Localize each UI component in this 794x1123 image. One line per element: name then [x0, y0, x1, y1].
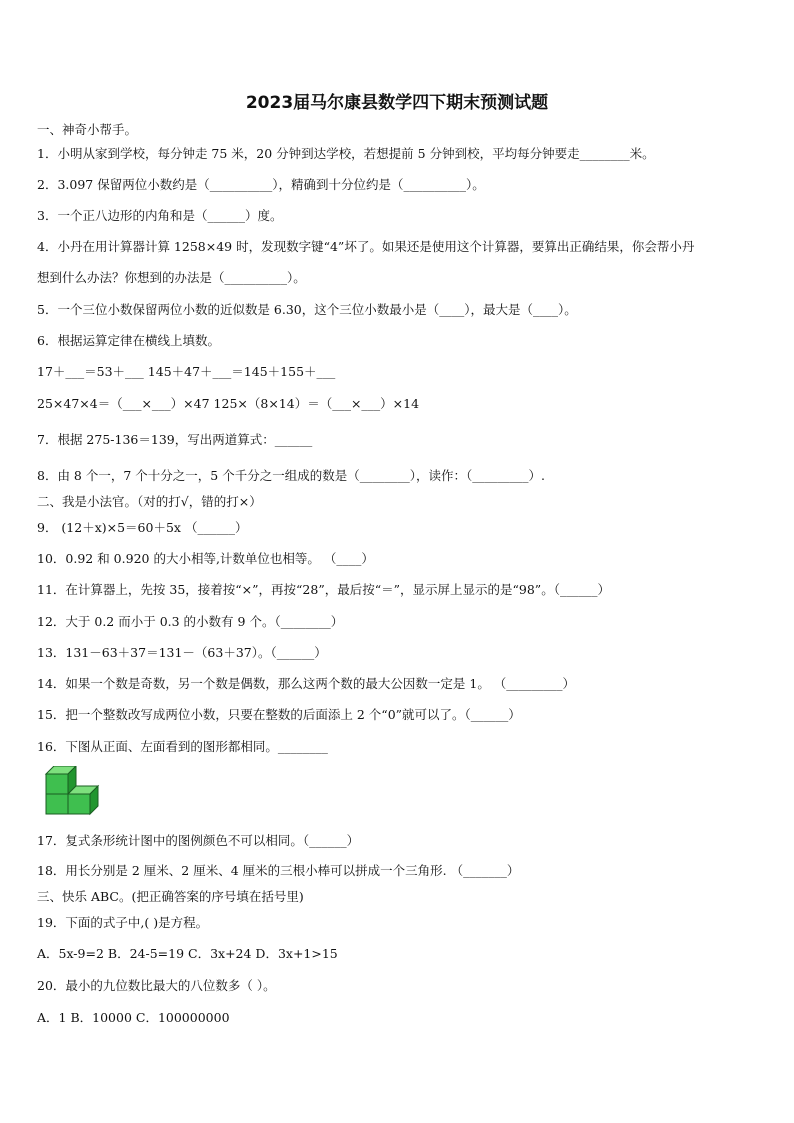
- cube-bottom-front: [40, 794, 68, 816]
- question-15: 15．把一个整数改写成两位小数，只要在整数的后面添上 2 个“0”就可以了。（______）: [37, 707, 521, 722]
- question-19-options: A．5x-9=2 B．24-5=19 C．3x+24 D．3x+1>15: [37, 946, 338, 961]
- question-4-line-2: 想到什么办法？你想到的办法是（__________）。: [37, 270, 306, 285]
- question-5: 5．一个三位小数保留两位小数的近似数是 6.30，这个三位小数最小是（____），最大是（____）。: [37, 302, 577, 317]
- question-19: 19．下面的式子中,( )是方程。: [37, 915, 209, 930]
- question-13: 13．131－63＋37＝131－（63＋37）。（______）: [37, 645, 327, 660]
- section-1-heading: 一、神奇小帮手。: [37, 122, 138, 137]
- question-16: 16．下图从正面、左面看到的图形都相同。________: [37, 739, 328, 754]
- question-18: 18．用长分别是 2 厘米、2 厘米、4 厘米的三根小棒可以拼成一个三角形. （_______）: [37, 863, 520, 878]
- question-1: 1．小明从家到学校，每分钟走 75 米，20 分钟到达学校，若想提前 5 分钟到校，平均每分钟要走________米。: [37, 146, 655, 161]
- question-6: 6．根据运算定律在横线上填数。: [37, 333, 220, 348]
- question-8: 8．由 8 个一，7 个十分之一，5 个千分之一组成的数是（________），读作：（_________）.: [37, 468, 545, 483]
- question-4-line-1: 4．小丹在用计算器计算 1258×49 时，发现数字键“4”坏了。如果还是使用这个计算器，要算出正确结果，你会帮小丹: [37, 239, 695, 254]
- cube-bottom-back: [68, 786, 98, 814]
- question-7: 7．根据 275-136＝139，写出两道算式：______: [37, 432, 313, 447]
- question-9: 9． (12＋x)×5＝60＋5x （______）: [37, 520, 248, 535]
- question-2: 2．3.097 保留两位小数约是（__________），精确到十分位约是（__________）。: [37, 177, 485, 192]
- question-3: 3．一个正八边形的内角和是（______）度。: [37, 208, 283, 223]
- question-6-row-1: 17＋___＝53＋___ 145＋47＋___＝145＋155＋___: [37, 364, 336, 379]
- question-10: 10．0.92 和 0.920 的大小相等,计数单位也相等。 （____）: [37, 551, 374, 566]
- question-14: 14．如果一个数是奇数，另一个数是偶数，那么这两个数的最大公因数一定是 1。 （_________）: [37, 676, 576, 691]
- section-2-heading: 二、我是小法官。（对的打√，错的打×）: [37, 494, 262, 509]
- question-20-options: A．1 B．10000 C．100000000: [37, 1010, 230, 1025]
- question-11: 11．在计算器上，先按 35，接着按“×”，再按“28”，最后按“＝”，显示屏上显示的是“98”。（______）: [37, 582, 610, 597]
- cube-stack-figure: [40, 766, 106, 818]
- question-6-row-2: 25×47×4＝（___×___）×47 125×（8×14）＝（___×___）×14: [37, 396, 420, 411]
- section-3-heading: 三、快乐 ABC。(把正确答案的序号填在括号里): [37, 889, 304, 904]
- page-title: 2023届马尔康县数学四下期末预测试题: [245, 93, 549, 113]
- question-20: 20．最小的九位数比最大的八位数多（ ）。: [37, 978, 276, 993]
- question-12: 12．大于 0.2 而小于 0.3 的小数有 9 个。（________）: [37, 614, 344, 629]
- question-17: 17．复式条形统计图中的图例颜色不可以相同。（______）: [37, 833, 360, 848]
